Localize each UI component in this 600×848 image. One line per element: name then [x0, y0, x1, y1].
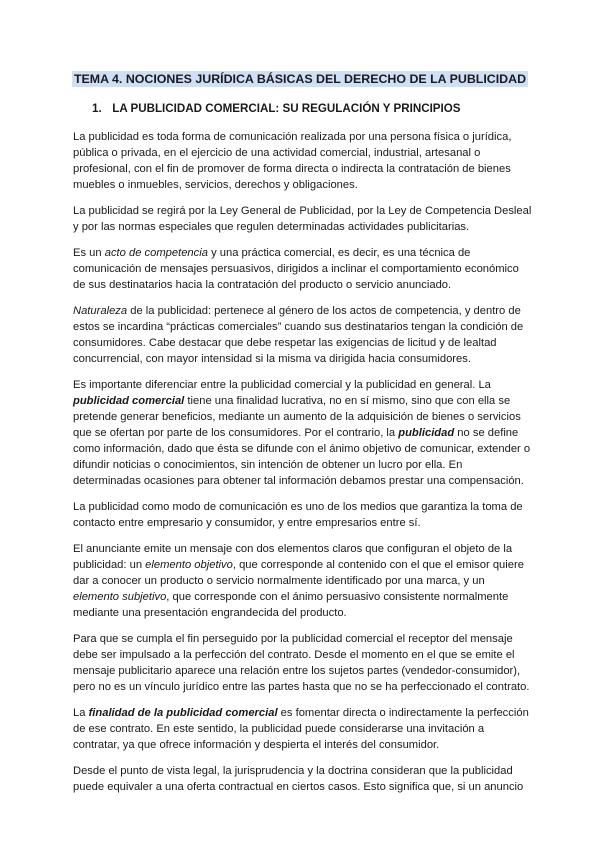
- text-run: publicidad: un: [73, 559, 146, 571]
- text-line: mensaje publicitario aparece una relación entre los sujetos partes (vendedor-consumidor),: [73, 665, 521, 677]
- text-line: como información, dado que ésta se difunde con el ánimo objetivo de comunicar, extender o: [73, 443, 531, 455]
- text-line: estos se incardina “prácticas comerciales” cuando sus destinatarios tengan la condición de: [73, 321, 524, 333]
- italic-term: elemento objetivo: [145, 559, 233, 571]
- text-line: Es importante diferenciar entre la publicidad comercial y la publicidad en general. La: [73, 379, 491, 391]
- document-title: TEMA 4. NOCIONES JURÍDICA BÁSICAS DEL DERECHO DE LA PUBLICIDAD: [73, 72, 527, 86]
- text-line: [73, 245, 531, 261]
- section-heading-text: LA PUBLICIDAD COMERCIAL: SU REGULACIÓN Y PRINCIPIOS: [112, 102, 461, 115]
- paragraph: [73, 631, 531, 695]
- section-heading: [92, 101, 461, 116]
- paragraph: [73, 705, 531, 753]
- text-line: pero no es un vínculo jurídico entre las partes hasta que no se ha perfeccionado el contrato.: [73, 681, 530, 693]
- paragraph: [73, 245, 531, 293]
- text-line: debe ser impulsado a la perfección del contrato. Desde el momento en el que se emite el: [73, 649, 515, 661]
- paragraph: [73, 129, 531, 193]
- text-line: [73, 705, 531, 721]
- text-line: pública o privada, en el ejercicio de una actividad comercial, industrial, artesanal o: [73, 147, 481, 159]
- text-line: consumidores. Cabe destacar que debe respetar las exigencias de licitud y de lealtad: [73, 337, 497, 349]
- text-line: determinadas ocasiones para obtener tal información debamos prestar una compensación.: [73, 475, 524, 487]
- paragraph: [73, 377, 531, 489]
- text-line: contacto entre empresario y consumidor, y entre empresarios entre sí.: [73, 517, 421, 529]
- text-line: La publicidad como modo de comunicación es uno de los medios que garantiza la toma de: [73, 501, 523, 513]
- text-run: tiene una finalidad lucrativa, no en sí mismo, sino que con ella se: [184, 395, 511, 407]
- text-line: [73, 303, 531, 319]
- text-run: , que corresponde al contenido con el que el emisor quiere: [232, 559, 524, 571]
- bold-italic-term: publicidad comercial: [73, 395, 185, 407]
- paragraph: [73, 203, 531, 235]
- text-line: dar a conocer un producto o servicio normalmente identificado por una marca, y un: [73, 575, 485, 587]
- text-line: Para que se cumpla el fin perseguido por la publicidad comercial el receptor del mensaje: [73, 633, 513, 645]
- text-line: muebles o inmuebles, servicios, derechos y obligaciones.: [73, 179, 358, 191]
- text-run: de la publicidad: pertenece al género de los actos de competencia, y dentro de: [127, 305, 521, 317]
- text-line: [73, 557, 531, 573]
- text-line: profesional, con el fin de promover de forma directa o indirecta la contratación de bienes: [73, 163, 511, 175]
- text-run: Es un: [73, 247, 105, 259]
- document-body: [73, 129, 531, 805]
- text-line: El anunciante emite un mensaje con dos elementos claros que configuran el objeto de la: [73, 543, 513, 555]
- paragraph: [73, 499, 531, 531]
- text-run: , que corresponde con el ánimo persuasivo consistente normalmente: [166, 591, 509, 603]
- text-line: de sus destinatarios hacia la contratación del producto o servicio anunciado.: [73, 279, 452, 291]
- text-line: y por las normas especiales que regulen determinadas actividades publicitarias.: [73, 221, 470, 233]
- text-line: [73, 393, 531, 409]
- text-line: mediante una presentación engrandecida del producto.: [73, 607, 347, 619]
- paragraph: [73, 303, 531, 367]
- text-line: comunicación de mensajes persuasivos, dirigidos a inclinar el comportamiento económico: [73, 263, 519, 275]
- paragraph: [73, 763, 531, 795]
- bold-italic-term: publicidad: [398, 427, 455, 439]
- text-line: Desde el punto de vista legal, la jurisprudencia y la doctrina consideran que la publicidad: [73, 765, 513, 777]
- text-line: concurrencial, con mayor intensidad si la misma va dirigida hacia consumidores.: [73, 353, 471, 365]
- text-run: y una práctica comercial, es decir, es una técnica de: [207, 247, 471, 259]
- text-run: que se ofertan por parte de los consumidores. Por el contrario, la: [73, 427, 399, 439]
- text-line: difundir noticias o conocimientos, sin intención de obtener un lucro por ella. En: [73, 459, 463, 471]
- paragraph: [73, 541, 531, 621]
- title-container: [0, 70, 600, 88]
- section-number: 1.: [92, 102, 102, 115]
- text-run: es fomentar directa o indirectamente la perfección: [277, 707, 529, 719]
- text-line: La publicidad es toda forma de comunicación realizada por una persona física o jurídica,: [73, 131, 512, 143]
- text-line: pretende generar beneficios, mediante un aumento de la adquisición de bienes o servicios: [73, 411, 521, 423]
- text-line: contratar, ya que ofrece información y despierta el interés del consumidor.: [73, 739, 440, 751]
- italic-term: acto de competencia: [104, 247, 208, 259]
- text-run: La: [73, 707, 89, 719]
- text-run: no se define: [454, 427, 519, 439]
- italic-term: elemento subjetivo: [73, 591, 167, 603]
- bold-italic-term: finalidad de la publicidad comercial: [88, 707, 278, 719]
- italic-term: Naturaleza: [73, 305, 128, 317]
- text-line: de ese contrato. En este sentido, la publicidad puede considerarse una invitación a: [73, 723, 485, 735]
- text-line: [73, 589, 531, 605]
- text-line: La publicidad se regirá por la Ley General de Publicidad, por la Ley de Competencia Desleal: [73, 205, 532, 217]
- text-line: puede equivaler a una oferta contractual en ciertos casos. Esto significa que, si un anuncio: [73, 781, 524, 793]
- text-line: [73, 425, 531, 441]
